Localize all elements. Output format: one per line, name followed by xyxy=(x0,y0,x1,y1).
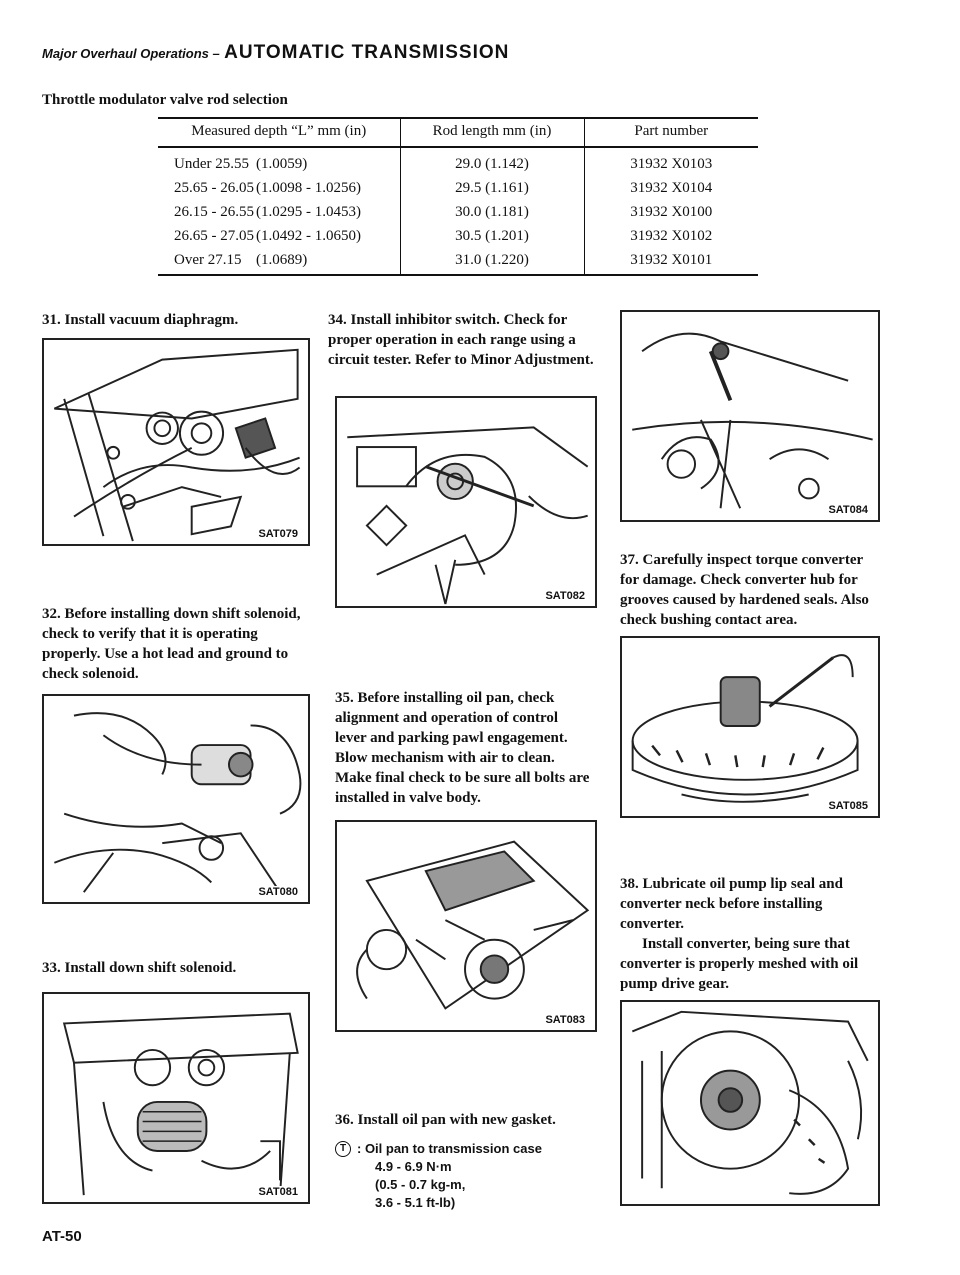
column-header-rod-length: Rod length mm (in) xyxy=(400,118,584,147)
step-37: 37. Carefully inspect torque converter for damage. Check converter hub for grooves caused by hardened seals. Also check bushing contact area. xyxy=(620,552,869,628)
part-number-cell: 31932 X0103 xyxy=(630,156,713,172)
table-title: Throttle modulator valve rod selection xyxy=(42,92,288,108)
figure-sat082 xyxy=(335,396,597,608)
rod-length-cell: 30.0 (1.181) xyxy=(400,200,584,224)
figure-code: SAT079 xyxy=(258,528,298,540)
figure-code: SAT083 xyxy=(545,1014,585,1026)
converter-installation-illustration xyxy=(622,1002,878,1204)
torque-spec xyxy=(335,1140,542,1212)
step-34: 34. Install inhibitor switch. Check for proper operation in each range using a circuit tester. Refer to Minor Adjustment. xyxy=(328,312,594,368)
figure-code: SAT085 xyxy=(828,800,868,812)
vacuum-diaphragm-illustration xyxy=(44,340,308,544)
part-number-cell: 31932 X0104 xyxy=(630,180,713,196)
control-lever-illustration xyxy=(337,822,595,1030)
step-31: 31. Install vacuum diaphragm. xyxy=(42,312,239,328)
torque-value-kgm: (0.5 - 0.7 kg-m, xyxy=(375,1177,466,1192)
figure-sat081 xyxy=(42,992,310,1204)
table-row xyxy=(158,248,758,275)
torque-value-ftlb: 3.6 - 5.1 ft-lb) xyxy=(375,1195,456,1210)
step-38-paragraph-2: Install converter, being sure that converter is properly meshed with oil pump drive gear. xyxy=(620,936,859,992)
depth-cell: 25.65 - 26.05 (1.0098 - 1.0256) xyxy=(158,176,400,200)
torque-icon: T xyxy=(335,1141,351,1157)
depth-cell: 26.15 - 26.55 (1.0295 - 1.0453) xyxy=(158,200,400,224)
torque-label: : Oil pan to transmission case xyxy=(357,1141,542,1156)
column-header-depth: Measured depth “L” mm (in) xyxy=(158,118,400,147)
rod-length-cell: 30.5 (1.201) xyxy=(400,224,584,248)
figure-converter-install xyxy=(620,1000,880,1206)
figure-code: SAT080 xyxy=(258,886,298,898)
step-38 xyxy=(620,874,882,994)
downshift-solenoid-illustration xyxy=(44,994,308,1202)
rod-length-cell: 31.0 (1.220) xyxy=(400,248,584,275)
table-header-row xyxy=(158,118,758,147)
figure-code: SAT084 xyxy=(828,504,868,516)
figure-sat083 xyxy=(335,820,597,1032)
table-row xyxy=(158,147,758,176)
depth-cell: 26.65 - 27.05 (1.0492 - 1.0650) xyxy=(158,224,400,248)
figure-code: SAT081 xyxy=(258,1186,298,1198)
table-row xyxy=(158,224,758,248)
rod-selection-table xyxy=(158,117,758,276)
table-row xyxy=(158,200,758,224)
figure-code: SAT082 xyxy=(545,590,585,602)
step-32: 32. Before installing down shift solenoid, check to verify that it is operating properly. Use a hot lead and ground to check solenoid. xyxy=(42,606,301,682)
rod-length-cell: 29.0 (1.142) xyxy=(400,147,584,176)
column-header-part-number: Part number xyxy=(584,118,758,147)
figure-sat079 xyxy=(42,338,310,546)
page-header xyxy=(42,42,509,64)
part-number-cell: 31932 X0102 xyxy=(630,228,713,244)
part-number-cell: 31932 X0101 xyxy=(584,248,758,275)
figure-sat085 xyxy=(620,636,880,818)
step-35: 35. Before installing oil pan, check alignment and operation of control lever and parking pawl engagement. Blow mechanism with air to clean. Make final check to be sure all bolts are installed in valve body. xyxy=(335,690,590,806)
part-number-cell: 31932 X0100 xyxy=(630,204,713,220)
table-row xyxy=(158,176,758,200)
depth-cell: Under 25.55 (1.0059) xyxy=(158,147,400,176)
step-38-paragraph-1: 38. Lubricate oil pump lip seal and converter neck before installing converter. xyxy=(620,876,843,932)
figure-sat080 xyxy=(42,694,310,904)
page-number: AT-50 xyxy=(42,1228,82,1245)
section-label: Major Overhaul Operations – xyxy=(42,46,220,61)
step-33: 33. Install down shift solenoid. xyxy=(42,960,237,976)
solenoid-test-illustration xyxy=(44,696,308,902)
figure-sat084 xyxy=(620,310,880,522)
torque-value-nm: 4.9 - 6.9 N·m xyxy=(375,1159,452,1174)
torque-converter-hub-illustration xyxy=(622,312,878,520)
depth-cell: Over 27.15 (1.0689) xyxy=(158,248,400,275)
step-36: 36. Install oil pan with new gasket. xyxy=(335,1112,556,1128)
page-title: AUTOMATIC TRANSMISSION xyxy=(224,42,510,63)
torque-converter-inspection-illustration xyxy=(622,638,878,816)
rod-length-cell: 29.5 (1.161) xyxy=(400,176,584,200)
inhibitor-switch-illustration xyxy=(337,398,595,606)
